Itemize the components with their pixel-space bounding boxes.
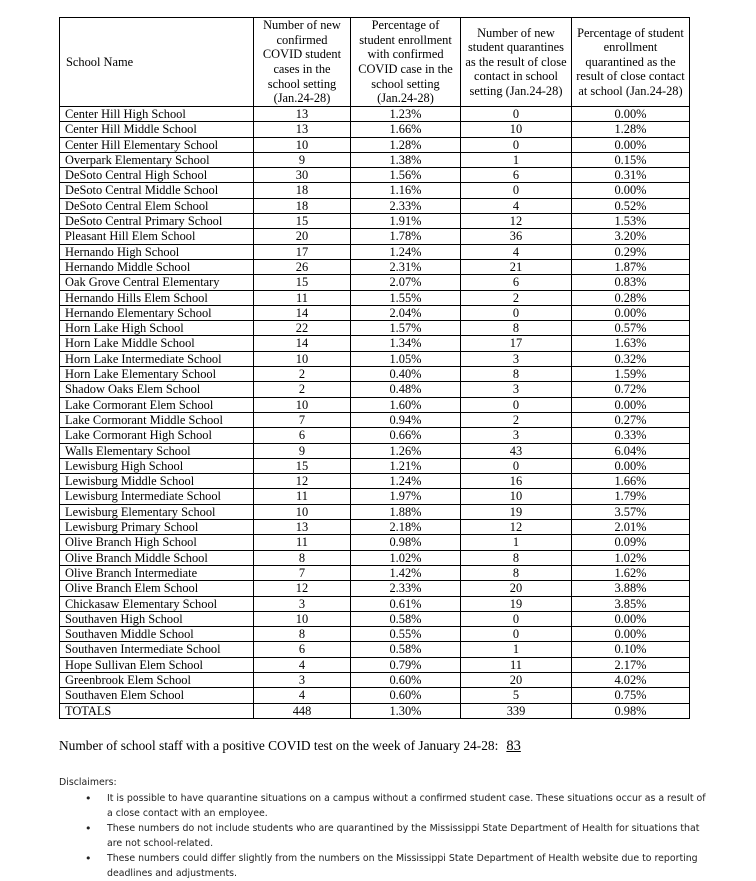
case-percentage-cell: 0.60%	[351, 672, 461, 687]
new-quarantines-cell: 19	[461, 596, 572, 611]
new-quarantines-cell: 20	[461, 581, 572, 596]
case-percentage-cell: 2.31%	[351, 259, 461, 274]
new-quarantines-cell: 17	[461, 336, 572, 351]
new-quarantines-cell: 0	[461, 305, 572, 320]
table-row	[60, 688, 690, 703]
new-cases-cell: 17	[254, 244, 351, 259]
new-cases-cell: 18	[254, 183, 351, 198]
quarantine-percentage-cell: 0.09%	[572, 535, 690, 550]
header-school-name: School Name	[60, 18, 254, 107]
new-cases-cell: 15	[254, 275, 351, 290]
disclaimer-text: These numbers could differ slightly from the numbers on the Mississippi State Department of Health website due to reporting deadlines and adjustments.	[107, 853, 698, 879]
new-quarantines-cell: 3	[461, 382, 572, 397]
new-cases-cell: 13	[254, 107, 351, 122]
table-row	[60, 152, 690, 167]
table-row	[60, 428, 690, 443]
school-name-cell: Lewisburg Elementary School	[60, 504, 254, 519]
new-quarantines-cell: 339	[461, 703, 572, 718]
disclaimers-section	[59, 775, 709, 881]
school-name-cell: Horn Lake High School	[60, 321, 254, 336]
school-name-cell: Overpark Elementary School	[60, 152, 254, 167]
school-name-cell: Olive Branch Intermediate	[60, 565, 254, 580]
school-name-cell: Center Hill Middle School	[60, 122, 254, 137]
bullet-icon: •	[85, 792, 92, 805]
header-new-cases: Number of new confirmed COVID student cases in the school setting (Jan.24-28)	[254, 18, 351, 107]
school-name-cell: DeSoto Central Elem School	[60, 198, 254, 213]
quarantine-percentage-cell: 2.17%	[572, 657, 690, 672]
new-quarantines-cell: 8	[461, 550, 572, 565]
header-case-percentage: Percentage of student enrollment with confirmed COVID case in the school setting (Jan.24-28)	[351, 18, 461, 107]
case-percentage-cell: 0.58%	[351, 642, 461, 657]
disclaimers-list	[59, 791, 709, 881]
quarantine-percentage-cell: 0.00%	[572, 627, 690, 642]
staff-positive-count: 83	[506, 738, 521, 754]
new-cases-cell: 11	[254, 290, 351, 305]
table-row	[60, 504, 690, 519]
new-cases-cell: 3	[254, 596, 351, 611]
table-row	[60, 581, 690, 596]
quarantine-percentage-cell: 1.59%	[572, 367, 690, 382]
new-cases-cell: 12	[254, 474, 351, 489]
new-cases-cell: 8	[254, 550, 351, 565]
new-cases-cell: 7	[254, 412, 351, 427]
new-quarantines-cell: 1	[461, 642, 572, 657]
quarantine-percentage-cell: 0.83%	[572, 275, 690, 290]
school-name-cell: Horn Lake Intermediate School	[60, 351, 254, 366]
case-percentage-cell: 1.91%	[351, 214, 461, 229]
new-quarantines-cell: 1	[461, 152, 572, 167]
new-quarantines-cell: 5	[461, 688, 572, 703]
case-percentage-cell: 1.05%	[351, 351, 461, 366]
school-name-cell: Hope Sullivan Elem School	[60, 657, 254, 672]
new-cases-cell: 11	[254, 489, 351, 504]
table-row	[60, 565, 690, 580]
quarantine-percentage-cell: 0.29%	[572, 244, 690, 259]
bullet-icon: •	[85, 822, 92, 835]
case-percentage-cell: 1.42%	[351, 565, 461, 580]
table-row	[60, 244, 690, 259]
school-name-cell: Olive Branch High School	[60, 535, 254, 550]
quarantine-percentage-cell: 0.00%	[572, 183, 690, 198]
new-cases-cell: 2	[254, 367, 351, 382]
case-percentage-cell: 2.07%	[351, 275, 461, 290]
new-quarantines-cell: 8	[461, 367, 572, 382]
new-cases-cell: 10	[254, 504, 351, 519]
school-name-cell: TOTALS	[60, 703, 254, 718]
new-cases-cell: 20	[254, 229, 351, 244]
new-cases-cell: 30	[254, 168, 351, 183]
new-cases-cell: 6	[254, 428, 351, 443]
table-row	[60, 443, 690, 458]
case-percentage-cell: 0.94%	[351, 412, 461, 427]
case-percentage-cell: 1.38%	[351, 152, 461, 167]
disclaimers-title: Disclaimers:	[59, 777, 117, 788]
header-row	[60, 18, 690, 107]
school-name-cell: Horn Lake Elementary School	[60, 367, 254, 382]
school-name-cell: DeSoto Central High School	[60, 168, 254, 183]
new-cases-cell: 448	[254, 703, 351, 718]
disclaimer-item	[85, 851, 709, 881]
table-row	[60, 107, 690, 122]
quarantine-percentage-cell: 1.66%	[572, 474, 690, 489]
table-header	[60, 18, 690, 107]
header-new-quarantines: Number of new student quarantines as the result of close contact in school setting (Jan.24-28)	[461, 18, 572, 107]
new-cases-cell: 26	[254, 259, 351, 274]
case-percentage-cell: 0.79%	[351, 657, 461, 672]
case-percentage-cell: 1.34%	[351, 336, 461, 351]
new-cases-cell: 15	[254, 458, 351, 473]
new-cases-cell: 9	[254, 152, 351, 167]
new-quarantines-cell: 10	[461, 122, 572, 137]
case-percentage-cell: 0.40%	[351, 367, 461, 382]
case-percentage-cell: 0.55%	[351, 627, 461, 642]
staff-positive-label: Number of school staff with a positive COVID test on the week of January 24-28:	[59, 738, 499, 753]
quarantine-percentage-cell: 4.02%	[572, 672, 690, 687]
table-row	[60, 275, 690, 290]
case-percentage-cell: 1.21%	[351, 458, 461, 473]
new-quarantines-cell: 12	[461, 520, 572, 535]
school-name-cell: Lake Cormorant Middle School	[60, 412, 254, 427]
table-row	[60, 382, 690, 397]
table-row	[60, 290, 690, 305]
school-name-cell: Walls Elementary School	[60, 443, 254, 458]
new-quarantines-cell: 20	[461, 672, 572, 687]
new-cases-cell: 3	[254, 672, 351, 687]
case-percentage-cell: 1.57%	[351, 321, 461, 336]
case-percentage-cell: 2.18%	[351, 520, 461, 535]
table-row	[60, 627, 690, 642]
new-cases-cell: 13	[254, 520, 351, 535]
table-row	[60, 458, 690, 473]
case-percentage-cell: 1.02%	[351, 550, 461, 565]
table-row	[60, 259, 690, 274]
table-row	[60, 122, 690, 137]
school-name-cell: Southaven Elem School	[60, 688, 254, 703]
quarantine-percentage-cell: 0.10%	[572, 642, 690, 657]
case-percentage-cell: 0.58%	[351, 611, 461, 626]
new-cases-cell: 14	[254, 336, 351, 351]
quarantine-percentage-cell: 0.32%	[572, 351, 690, 366]
new-quarantines-cell: 4	[461, 244, 572, 259]
table-row	[60, 336, 690, 351]
school-name-cell: Hernando Hills Elem School	[60, 290, 254, 305]
case-percentage-cell: 1.97%	[351, 489, 461, 504]
case-percentage-cell: 1.30%	[351, 703, 461, 718]
quarantine-percentage-cell: 0.27%	[572, 412, 690, 427]
new-quarantines-cell: 2	[461, 412, 572, 427]
quarantine-percentage-cell: 1.62%	[572, 565, 690, 580]
new-quarantines-cell: 6	[461, 275, 572, 290]
table-row	[60, 214, 690, 229]
new-quarantines-cell: 21	[461, 259, 572, 274]
case-percentage-cell: 1.16%	[351, 183, 461, 198]
school-name-cell: Pleasant Hill Elem School	[60, 229, 254, 244]
quarantine-percentage-cell: 0.31%	[572, 168, 690, 183]
table-row	[60, 305, 690, 320]
new-cases-cell: 14	[254, 305, 351, 320]
quarantine-percentage-cell: 0.75%	[572, 688, 690, 703]
school-name-cell: Southaven Intermediate School	[60, 642, 254, 657]
school-name-cell: Oak Grove Central Elementary	[60, 275, 254, 290]
table-row	[60, 168, 690, 183]
quarantine-percentage-cell: 0.00%	[572, 305, 690, 320]
header-quarantine-percentage: Percentage of student enrollment quarantined as the result of close contact at school (Jan.24-28)	[572, 18, 690, 107]
new-quarantines-cell: 12	[461, 214, 572, 229]
school-name-cell: Southaven High School	[60, 611, 254, 626]
new-quarantines-cell: 4	[461, 198, 572, 213]
school-name-cell: Shadow Oaks Elem School	[60, 382, 254, 397]
school-name-cell: Center Hill Elementary School	[60, 137, 254, 152]
disclaimer-item	[85, 821, 709, 851]
table-row	[60, 474, 690, 489]
table-row	[60, 642, 690, 657]
disclaimer-text: These numbers do not include students who are quarantined by the Mississippi State Department of Health for situations that are not school-related.	[107, 823, 700, 849]
case-percentage-cell: 1.78%	[351, 229, 461, 244]
case-percentage-cell: 1.88%	[351, 504, 461, 519]
new-quarantines-cell: 0	[461, 107, 572, 122]
new-cases-cell: 8	[254, 627, 351, 642]
new-quarantines-cell: 43	[461, 443, 572, 458]
case-percentage-cell: 1.28%	[351, 137, 461, 152]
new-cases-cell: 11	[254, 535, 351, 550]
school-name-cell: Lewisburg High School	[60, 458, 254, 473]
school-name-cell: Lewisburg Intermediate School	[60, 489, 254, 504]
case-percentage-cell: 1.56%	[351, 168, 461, 183]
new-cases-cell: 10	[254, 397, 351, 412]
school-name-cell: Olive Branch Middle School	[60, 550, 254, 565]
covid-report-table	[59, 17, 690, 719]
new-quarantines-cell: 3	[461, 351, 572, 366]
quarantine-percentage-cell: 1.02%	[572, 550, 690, 565]
new-quarantines-cell: 2	[461, 290, 572, 305]
new-quarantines-cell: 0	[461, 627, 572, 642]
school-name-cell: Hernando Middle School	[60, 259, 254, 274]
quarantine-percentage-cell: 0.00%	[572, 397, 690, 412]
table-row	[60, 657, 690, 672]
table-row	[60, 397, 690, 412]
case-percentage-cell: 0.61%	[351, 596, 461, 611]
case-percentage-cell: 0.98%	[351, 535, 461, 550]
table-row	[60, 137, 690, 152]
new-cases-cell: 7	[254, 565, 351, 580]
staff-positive-count-line	[59, 738, 521, 755]
new-quarantines-cell: 0	[461, 183, 572, 198]
quarantine-percentage-cell: 6.04%	[572, 443, 690, 458]
quarantine-percentage-cell: 0.00%	[572, 458, 690, 473]
school-name-cell: Olive Branch Elem School	[60, 581, 254, 596]
quarantine-percentage-cell: 0.00%	[572, 107, 690, 122]
new-quarantines-cell: 10	[461, 489, 572, 504]
new-quarantines-cell: 16	[461, 474, 572, 489]
school-name-cell: Hernando High School	[60, 244, 254, 259]
case-percentage-cell: 1.60%	[351, 397, 461, 412]
case-percentage-cell: 2.04%	[351, 305, 461, 320]
quarantine-percentage-cell: 0.98%	[572, 703, 690, 718]
new-cases-cell: 10	[254, 351, 351, 366]
school-name-cell: Lewisburg Middle School	[60, 474, 254, 489]
case-percentage-cell: 1.26%	[351, 443, 461, 458]
new-quarantines-cell: 19	[461, 504, 572, 519]
school-name-cell: Lake Cormorant High School	[60, 428, 254, 443]
case-percentage-cell: 1.24%	[351, 244, 461, 259]
bullet-icon: •	[85, 852, 92, 865]
quarantine-percentage-cell: 0.33%	[572, 428, 690, 443]
new-cases-cell: 10	[254, 611, 351, 626]
quarantine-percentage-cell: 2.01%	[572, 520, 690, 535]
disclaimer-text: It is possible to have quarantine situations on a campus without a confirmed student case. These situations occur as a result of a close contact with an employee.	[107, 793, 706, 819]
table-body	[60, 107, 690, 719]
new-cases-cell: 6	[254, 642, 351, 657]
new-cases-cell: 9	[254, 443, 351, 458]
school-name-cell: DeSoto Central Middle School	[60, 183, 254, 198]
quarantine-percentage-cell: 1.28%	[572, 122, 690, 137]
disclaimer-item	[85, 791, 709, 821]
table-row	[60, 351, 690, 366]
new-quarantines-cell: 0	[461, 397, 572, 412]
new-cases-cell: 4	[254, 688, 351, 703]
quarantine-percentage-cell: 0.57%	[572, 321, 690, 336]
new-quarantines-cell: 36	[461, 229, 572, 244]
quarantine-percentage-cell: 0.72%	[572, 382, 690, 397]
quarantine-percentage-cell: 1.79%	[572, 489, 690, 504]
table-row	[60, 489, 690, 504]
new-cases-cell: 10	[254, 137, 351, 152]
case-percentage-cell: 1.55%	[351, 290, 461, 305]
table-row	[60, 520, 690, 535]
school-name-cell: DeSoto Central Primary School	[60, 214, 254, 229]
totals-row	[60, 703, 690, 718]
table-row	[60, 367, 690, 382]
quarantine-percentage-cell: 3.57%	[572, 504, 690, 519]
school-name-cell: Horn Lake Middle School	[60, 336, 254, 351]
quarantine-percentage-cell: 1.53%	[572, 214, 690, 229]
new-quarantines-cell: 3	[461, 428, 572, 443]
table-row	[60, 321, 690, 336]
new-cases-cell: 18	[254, 198, 351, 213]
table-row	[60, 412, 690, 427]
case-percentage-cell: 1.24%	[351, 474, 461, 489]
school-name-cell: Southaven Middle School	[60, 627, 254, 642]
quarantine-percentage-cell: 0.52%	[572, 198, 690, 213]
new-quarantines-cell: 0	[461, 137, 572, 152]
school-name-cell: Greenbrook Elem School	[60, 672, 254, 687]
table-row	[60, 198, 690, 213]
table-row	[60, 535, 690, 550]
case-percentage-cell: 0.60%	[351, 688, 461, 703]
case-percentage-cell: 0.48%	[351, 382, 461, 397]
table-row	[60, 611, 690, 626]
new-quarantines-cell: 8	[461, 565, 572, 580]
new-quarantines-cell: 8	[461, 321, 572, 336]
quarantine-percentage-cell: 1.87%	[572, 259, 690, 274]
new-quarantines-cell: 1	[461, 535, 572, 550]
new-cases-cell: 2	[254, 382, 351, 397]
new-quarantines-cell: 11	[461, 657, 572, 672]
quarantine-percentage-cell: 1.63%	[572, 336, 690, 351]
quarantine-percentage-cell: 0.00%	[572, 137, 690, 152]
school-name-cell: Chickasaw Elementary School	[60, 596, 254, 611]
case-percentage-cell: 2.33%	[351, 581, 461, 596]
new-quarantines-cell: 0	[461, 611, 572, 626]
case-percentage-cell: 1.23%	[351, 107, 461, 122]
quarantine-percentage-cell: 3.20%	[572, 229, 690, 244]
table-row	[60, 672, 690, 687]
table-row	[60, 550, 690, 565]
new-cases-cell: 22	[254, 321, 351, 336]
case-percentage-cell: 1.66%	[351, 122, 461, 137]
case-percentage-cell: 2.33%	[351, 198, 461, 213]
school-name-cell: Lake Cormorant Elem School	[60, 397, 254, 412]
table-row	[60, 183, 690, 198]
quarantine-percentage-cell: 0.28%	[572, 290, 690, 305]
quarantine-percentage-cell: 3.88%	[572, 581, 690, 596]
school-name-cell: Center Hill High School	[60, 107, 254, 122]
case-percentage-cell: 0.66%	[351, 428, 461, 443]
new-cases-cell: 15	[254, 214, 351, 229]
school-name-cell: Hernando Elementary School	[60, 305, 254, 320]
quarantine-percentage-cell: 0.00%	[572, 611, 690, 626]
school-name-cell: Lewisburg Primary School	[60, 520, 254, 535]
new-cases-cell: 4	[254, 657, 351, 672]
table-row	[60, 229, 690, 244]
new-cases-cell: 13	[254, 122, 351, 137]
new-cases-cell: 12	[254, 581, 351, 596]
table-row	[60, 596, 690, 611]
quarantine-percentage-cell: 3.85%	[572, 596, 690, 611]
new-quarantines-cell: 6	[461, 168, 572, 183]
new-quarantines-cell: 0	[461, 458, 572, 473]
quarantine-percentage-cell: 0.15%	[572, 152, 690, 167]
